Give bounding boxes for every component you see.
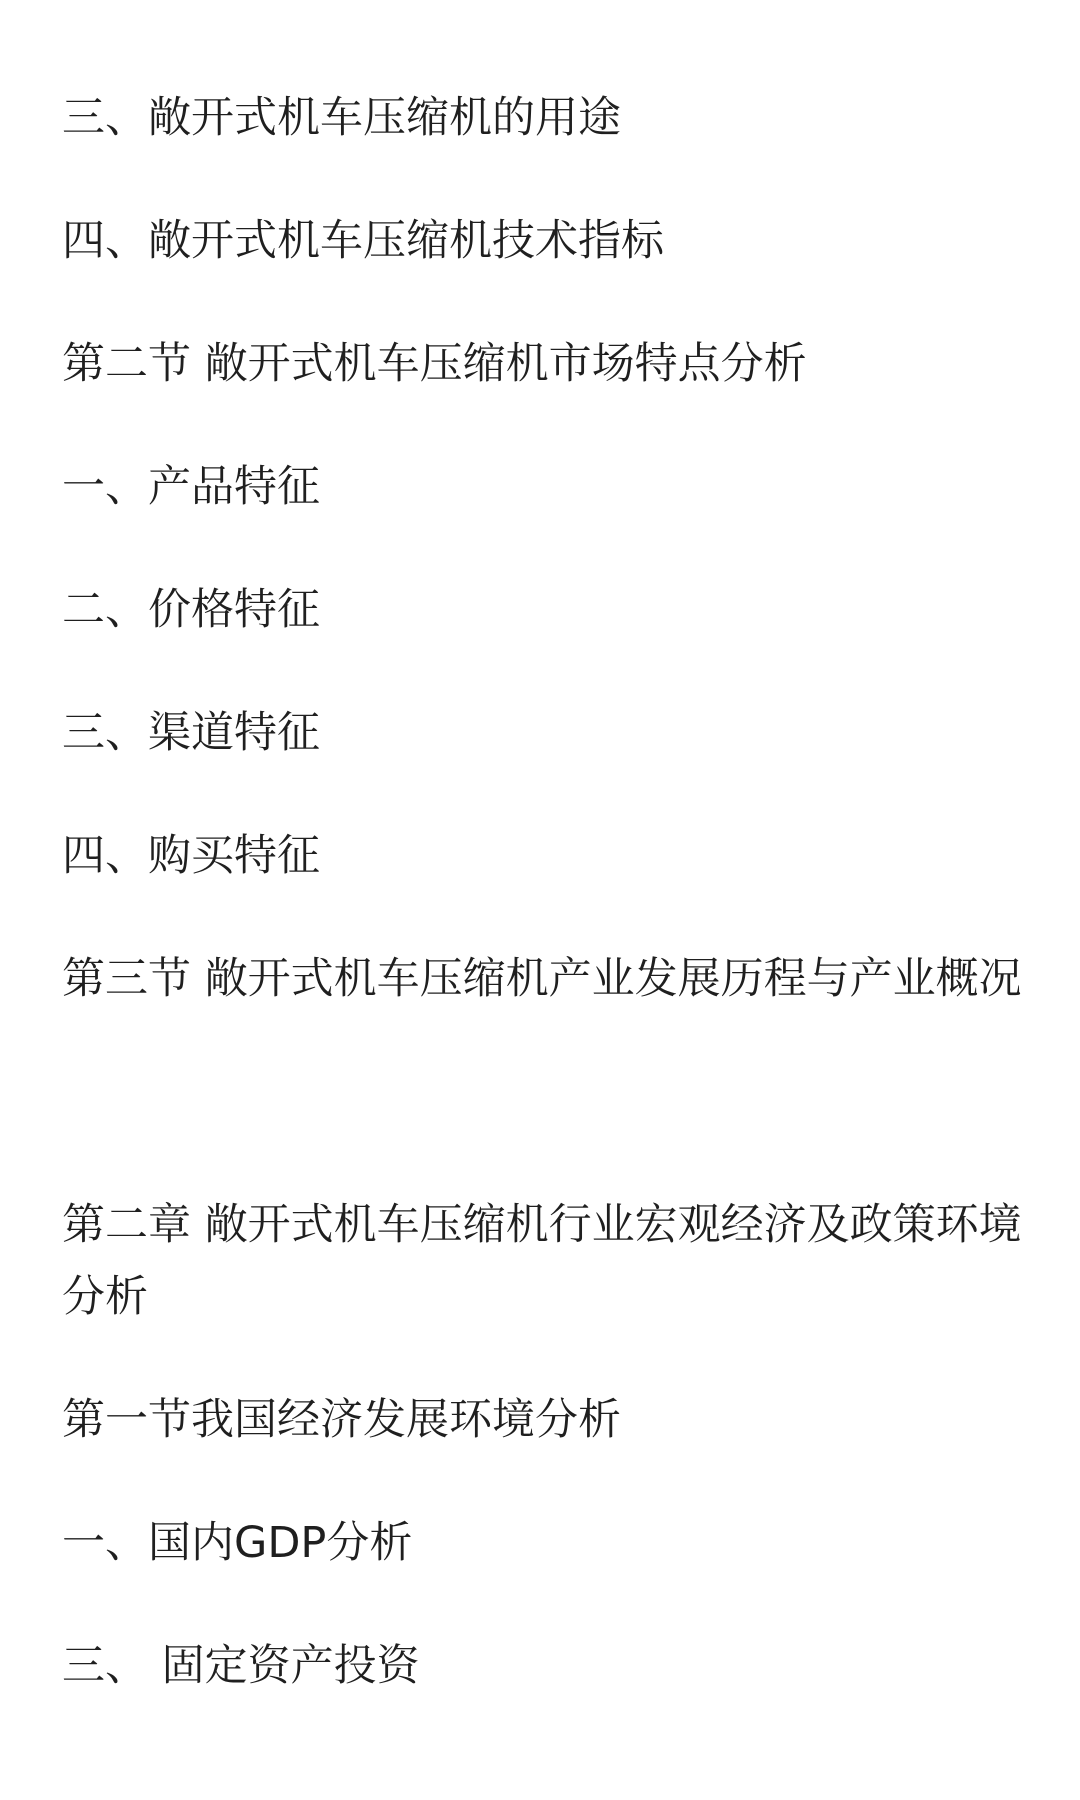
- toc-item: 三、渠道特征: [62, 708, 320, 758]
- section-heading: 第三节 敞开式机车压缩机产业发展历程与产业概况: [62, 954, 1022, 1004]
- section-heading: 第一节我国经济发展环境分析: [62, 1395, 621, 1445]
- toc-item: 四、购买特征: [62, 831, 320, 881]
- toc-item: 三、 固定资产投资: [62, 1641, 420, 1691]
- toc-item: 一、产品特征: [62, 462, 320, 512]
- chapter-heading: 第二章 敞开式机车压缩机行业宏观经济及政策环境分析: [62, 1200, 1022, 1322]
- toc-item: 三、敞开式机车压缩机的用途: [62, 93, 621, 143]
- section-heading: 第二节 敞开式机车压缩机市场特点分析: [62, 339, 807, 389]
- toc-item: 二、价格特征: [62, 585, 320, 635]
- toc-item: 一、国内GDP分析: [62, 1518, 413, 1568]
- toc-item: 四、敞开式机车压缩机技术指标: [62, 216, 664, 266]
